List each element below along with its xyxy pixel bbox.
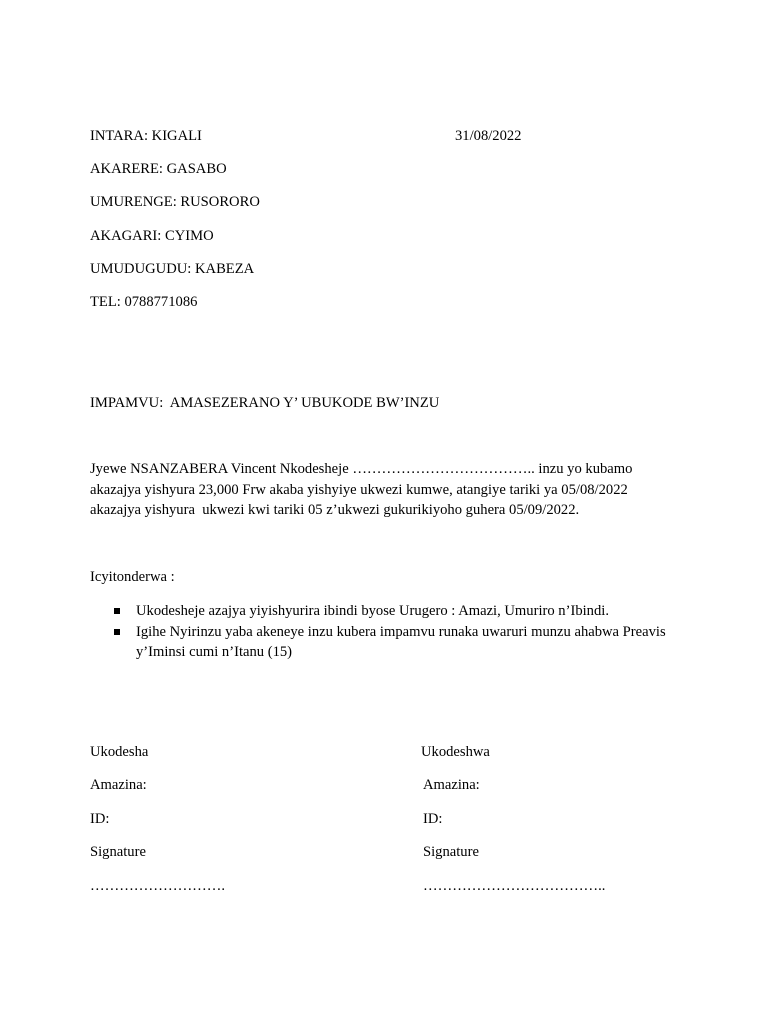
- landlord-signature-dots: ……………………….: [90, 878, 225, 894]
- landlord-id-label: ID:: [90, 811, 110, 827]
- square-bullet-icon: [114, 629, 120, 635]
- condition-text: Ukodesheje azajya yiyishyurira ibindi byose Urugero : Amazi, Umuriro n’Ibindi.: [136, 603, 609, 619]
- tenant-title: Ukodeshwa: [421, 744, 490, 760]
- tenant-signature-dots: ………………………………..: [423, 878, 606, 894]
- telephone-line: TEL: 0788771086: [90, 294, 198, 310]
- condition-item: [90, 601, 670, 622]
- landlord-name-label: Amazina:: [90, 777, 147, 793]
- condition-text: Igihe Nyirinzu yaba akeneye inzu kubera impamvu runaka uwaruri munzu ahabwa Preavis y’Iminsi cumi n’Itanu (15): [136, 623, 666, 660]
- subject-line: IMPAMVU: AMASEZERANO Y’ UBUKODE BW’INZU: [90, 395, 440, 411]
- tenant-signature-label: Signature: [423, 844, 479, 860]
- village-line: UMUDUGUDU: KABEZA: [90, 261, 255, 277]
- sector-line: UMURENGE: RUSORORO: [90, 194, 260, 210]
- conditions-heading: Icyitonderwa :: [90, 569, 175, 585]
- province-line: INTARA: KIGALI: [90, 128, 202, 144]
- cell-line: AKAGARI: CYIMO: [90, 228, 214, 244]
- condition-item: [90, 622, 670, 663]
- tenant-name-label: Amazina:: [423, 777, 480, 793]
- body-paragraph: Jyewe NSANZABERA Vincent Nkodesheje ……………………………….. inzu yo kubamo akazajya yishyura 23,000 Frw akaba yishyiye ukwezi kumwe, atangiye tariki ya 05/08/2022 akazajya yishyura ukwezi kwi tariki 05 z’ukwezi gukurikiyoho guhera 05/09/2022.: [90, 461, 637, 518]
- landlord-signature-label: Signature: [90, 844, 146, 860]
- landlord-title: Ukodesha: [90, 744, 149, 760]
- tenant-id-label: ID:: [423, 811, 443, 827]
- district-line: AKARERE: GASABO: [90, 161, 227, 177]
- document-date: 31/08/2022: [455, 128, 522, 144]
- square-bullet-icon: [114, 608, 120, 614]
- conditions-list: [90, 601, 670, 663]
